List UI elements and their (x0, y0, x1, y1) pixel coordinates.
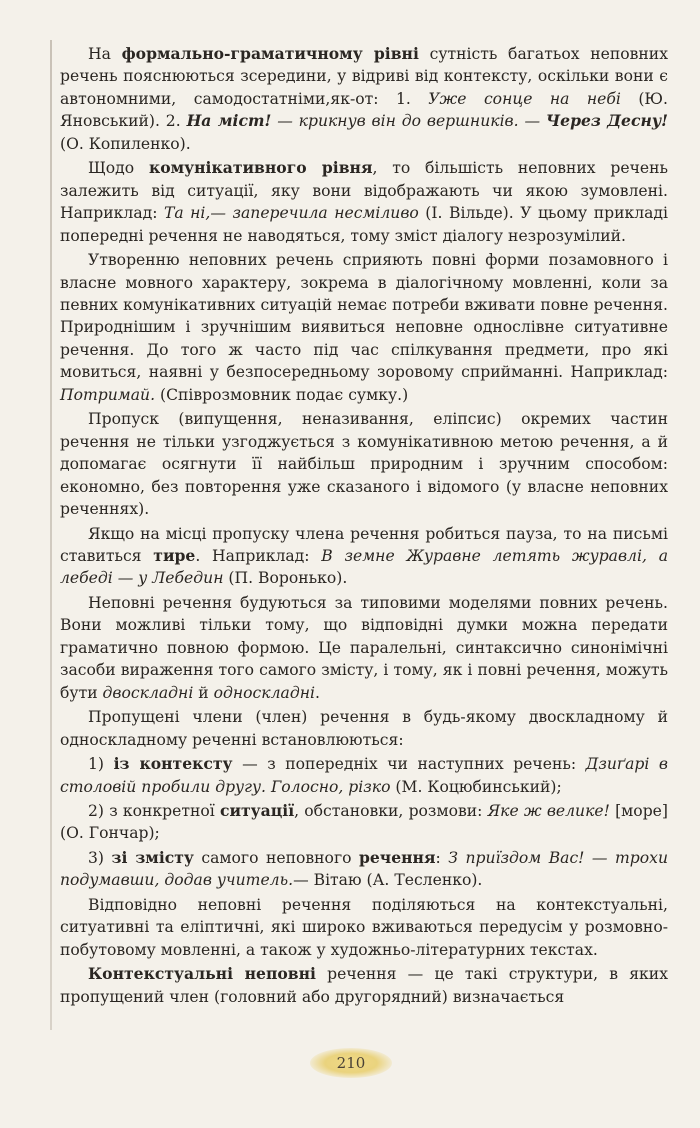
paragraph: Пропуск (випущення, неназивання, еліпсис) окремих частин речення не тільки узгоджується з комунікативною метою речення, а й допомагає осягнути її найбільш природним і зручним способом: економно, без повторення уже сказаного і відомого (у власне неповних реченнях). (60, 410, 668, 519)
paragraph: Неповні речення будуються за типовими моделями повних речень. Вони можливі тільки тому, що відповідні думки можна передати граматично повною формою. Це паралельні, синтаксично синонімічні засоби вираження того самого змісту, і тому, як і повні речення, можуть бути двоскладні й односкладні. (60, 593, 668, 702)
page-number-text: 210 (336, 1054, 366, 1072)
page-number (310, 1048, 392, 1078)
paragraph: Щодо комунікативного рівня, то більшість неповних речень залежить від ситуації, яку вони відображають чи якою зумовлені. Наприклад: Та ні,— заперечила несміливо (І. Вільде). У цьому прикладі попередні речення не наводяться, тому зміст діалогу незрозумілий. (60, 158, 668, 245)
list-item: 1) із контексту — з попередніх чи наступних речень: Дзиґарі в столовій пробили другу. Голосно, різко (М. Коцюбинський); (60, 754, 669, 796)
page-body (60, 43, 668, 1010)
paragraph: Якщо на місці пропуску члена речення робиться пауза, то на письмі ставиться тире. Наприклад: В земне Журавне летять журавлі, а лебеді — у Лебедин (П. Воронько). (60, 524, 668, 588)
paragraph: Утворенню неповних речень сприяють повні форми позамовного і власне мовного характеру, зокрема в діалогічному мовленні, коли за певних комунікативних ситуацій немає потреби вживати повне речення. Природнішим і зручнішим виявиться неповне однослівне ситуативне речення. До того ж часто під час спілкування предмети, про які мовиться, наявні у безпосередньому зоровому сприйманні. Наприклад: Потримай. (Співрозмовник подає сумку.) (60, 251, 668, 404)
list-item: 3) зі змісту самого неповного речення: З приїздом Вас! — трохи подумавши, додав учитель.— Вітаю (А. Тесленко). (60, 847, 669, 890)
paragraph: Пропущені члени (член) речення в будь-якому двоскладному й односкладному реченні встановлюються: (60, 708, 668, 749)
paragraph: На формально-граматичному рівні сутність багатьох неповних речень пояснюються зсередини, у відриві від контексту, оскільки вони є автономними, самодостатніми,як-от: 1. Уже сонце на небі (Ю. Яновський). 2. На міст! — крикнув він до вершників. — Через Десну! (О. Копиленко). (60, 44, 668, 153)
list-item: 2) з конкретної ситуації, обстановки, розмови: Яке ж велике! [море] (О. Гончар); (60, 800, 668, 843)
paragraph: Відповідно неповні речення поділяються на контекстуальні, ситуативні та еліптичні, які широко вживаються передусім у розмовно-побутовому мовленні, а також у художньо-літературних текстах. (60, 895, 668, 959)
paragraph: Контекстуальні неповні речення — це такі структури, в яких пропущений член (головний або другорядний) визначається (60, 964, 668, 1006)
page-binding-edge (50, 40, 52, 1030)
